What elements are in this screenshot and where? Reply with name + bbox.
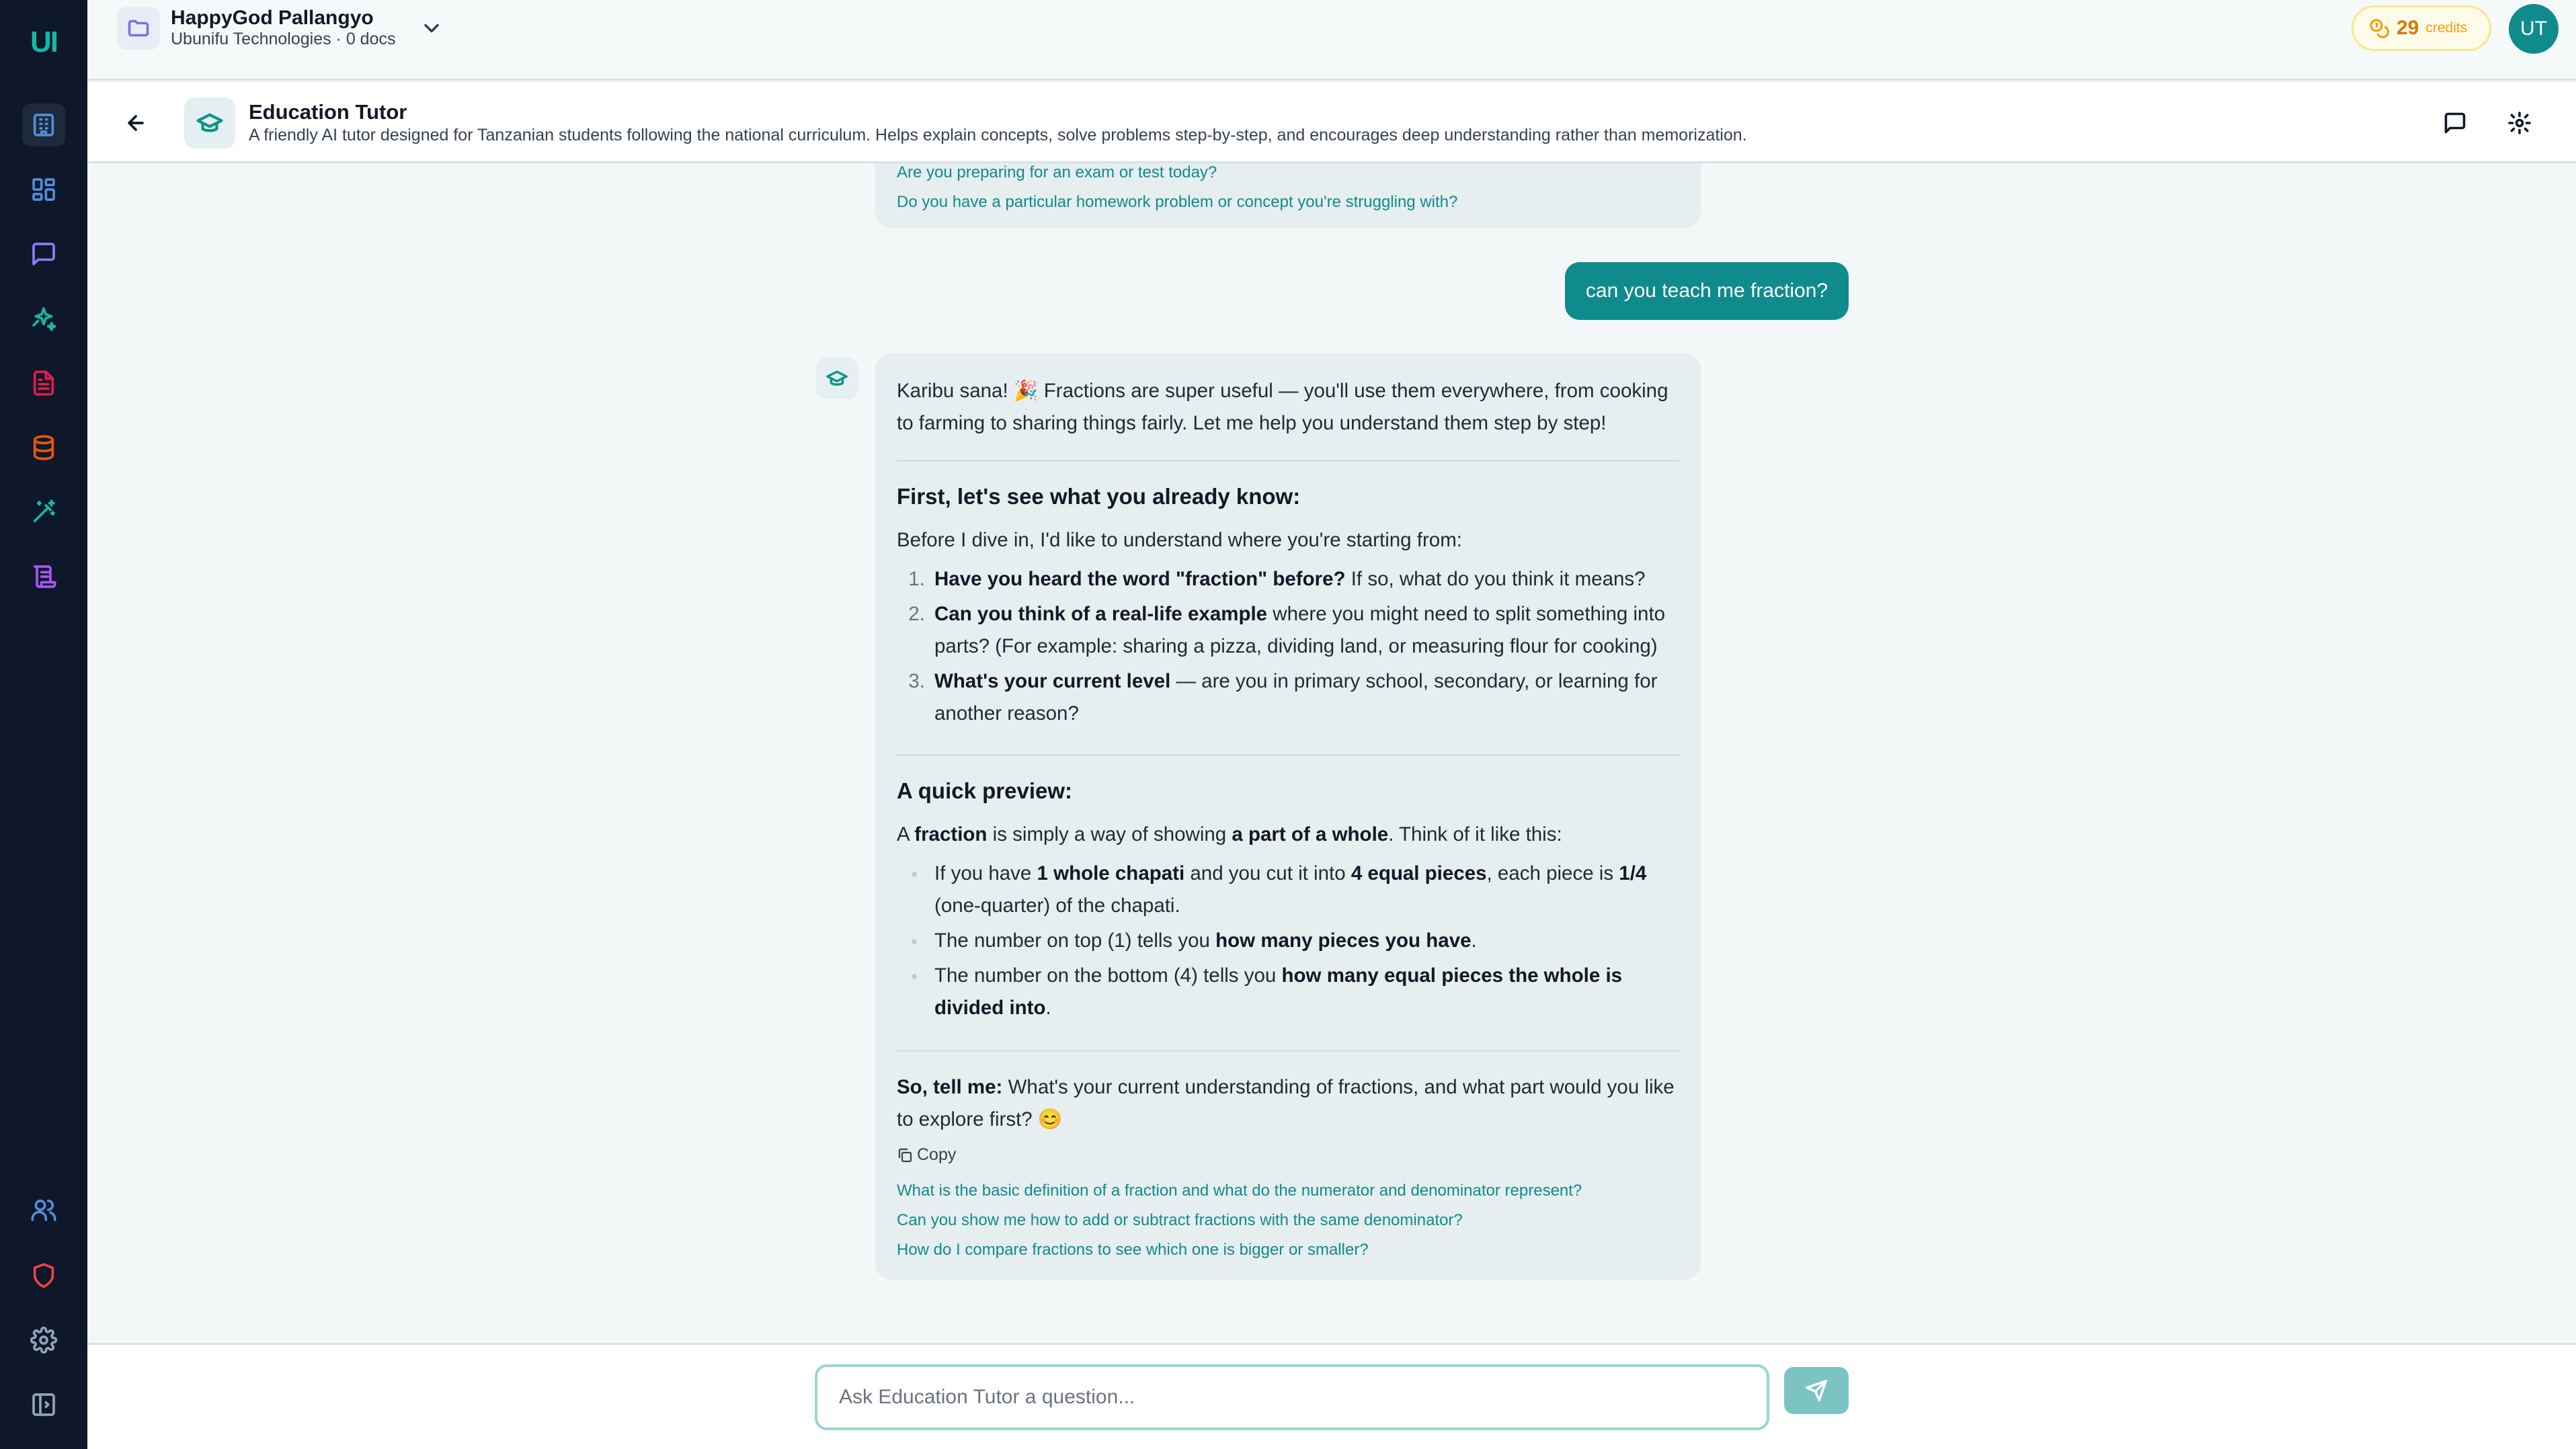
preview-text: A bbox=[897, 823, 915, 845]
list-item bbox=[897, 665, 1679, 730]
avatar[interactable]: UT bbox=[2509, 4, 2559, 54]
bullet-bold: how many pieces you have bbox=[1215, 929, 1472, 952]
bullet-item bbox=[897, 960, 1679, 1024]
bullet-text: , each piece is bbox=[1486, 862, 1619, 884]
user-message: can you teach me fraction? bbox=[1565, 262, 1849, 320]
list-number: 2. bbox=[908, 603, 925, 625]
section-lead: Before I dive in, I'd like to understand where you're starting from: bbox=[897, 529, 1462, 551]
message-square-icon bbox=[2443, 111, 2467, 135]
preview-text: is simply a way of showing bbox=[987, 823, 1232, 845]
graduation-cap-icon bbox=[184, 97, 235, 149]
bullet-text: . bbox=[1045, 997, 1051, 1019]
coins-icon bbox=[2368, 17, 2390, 39]
database-icon[interactable] bbox=[22, 426, 65, 469]
building-icon[interactable] bbox=[22, 104, 65, 147]
page-title: Education Tutor bbox=[249, 100, 407, 124]
copy-icon bbox=[897, 1147, 913, 1163]
preview-bold: fraction bbox=[914, 823, 988, 845]
credits-badge[interactable] bbox=[2351, 5, 2491, 51]
credits-value: 29 bbox=[2397, 17, 2419, 39]
users-icon[interactable] bbox=[22, 1188, 65, 1231]
shield-icon[interactable] bbox=[22, 1254, 65, 1297]
list-item bbox=[897, 563, 1679, 595]
list-item-text: where you might need to split something into parts? (For example: sharing a pizza, dividing land, or measuring flour for cooking) bbox=[934, 603, 1666, 657]
settings-icon[interactable] bbox=[22, 1319, 65, 1362]
workspace-name[interactable]: HappyGod Pallangyo bbox=[171, 7, 374, 29]
credits-label: credits bbox=[2425, 20, 2468, 36]
chat-icon[interactable] bbox=[22, 233, 65, 276]
divider bbox=[897, 460, 1679, 462]
bullet-item bbox=[897, 925, 1679, 957]
bullet-text: . bbox=[1471, 929, 1477, 952]
bullet-text: The number on top (1) tells you bbox=[934, 929, 1216, 952]
suggestion-link[interactable]: Are you preparing for an exam or test today? bbox=[897, 163, 1217, 181]
section-heading: A quick preview: bbox=[897, 778, 1073, 803]
suggestion-link[interactable]: Do you have a particular homework problem or concept you're struggling with? bbox=[897, 193, 1458, 211]
copy-button[interactable] bbox=[897, 1145, 956, 1165]
section-heading: First, let's see what you already know: bbox=[897, 484, 1301, 509]
arrow-left-icon bbox=[124, 112, 147, 134]
dashboard-icon[interactable] bbox=[22, 168, 65, 211]
sidebar bbox=[0, 0, 87, 1449]
closing-bold: So, tell me: bbox=[897, 1076, 1003, 1098]
suggestion-link[interactable]: How do I compare fractions to see which one is bigger or smaller? bbox=[897, 1241, 1369, 1259]
preview-paragraph bbox=[897, 819, 1679, 851]
top-bar bbox=[87, 0, 2576, 81]
back-button[interactable] bbox=[120, 107, 152, 139]
list-number: 1. bbox=[908, 568, 925, 590]
list-item bbox=[897, 598, 1679, 663]
new-chat-button[interactable] bbox=[2439, 107, 2471, 139]
list-item-bold: Can you think of a real-life example bbox=[934, 603, 1268, 625]
bullet-text: The number on the bottom (4) tells you bbox=[934, 964, 1282, 987]
agent-settings-button[interactable] bbox=[2503, 107, 2536, 139]
list-item-bold: Have you heard the word "fraction" before? bbox=[934, 568, 1346, 590]
assistant-intro: Karibu sana! 🎉 Fractions are super useful — you'll use them everywhere, from cooking to farming to sharing things fairly. Let me help you understand them step by step! bbox=[897, 380, 1668, 434]
document-icon[interactable] bbox=[22, 362, 65, 405]
assistant-message bbox=[875, 354, 1701, 1280]
bullet-bold: 4 equal pieces bbox=[1351, 862, 1487, 884]
list-number: 3. bbox=[908, 670, 925, 692]
gear-icon bbox=[2507, 111, 2532, 135]
chevron-down-icon[interactable] bbox=[419, 16, 444, 40]
bullet-bold: 1 whole chapati bbox=[1037, 862, 1185, 884]
list-item-text: — are you in primary school, secondary, or learning for another reason? bbox=[934, 670, 1658, 724]
bullet-item bbox=[897, 858, 1679, 922]
list-item-text: If so, what do you think it means? bbox=[1345, 568, 1646, 590]
send-button[interactable] bbox=[1784, 1367, 1849, 1414]
chat-input[interactable] bbox=[815, 1364, 1769, 1430]
graduation-cap-icon bbox=[816, 358, 858, 399]
sparkles-icon[interactable] bbox=[22, 297, 65, 340]
preview-bold: a part of a whole bbox=[1232, 823, 1389, 845]
magic-wand-icon[interactable] bbox=[22, 491, 65, 534]
agent-header bbox=[87, 83, 2576, 163]
bullet-dot bbox=[912, 974, 917, 979]
agent-description: A friendly AI tutor designed for Tanzanian students following the national curriculum. Helps explain concepts, solve problems step-by-step, and encourages deep understanding rather than memorization. bbox=[249, 126, 1747, 144]
bullet-dot bbox=[912, 939, 917, 944]
bullet-bold: how many equal pieces the whole is divided into bbox=[934, 964, 1623, 1019]
scroll-icon[interactable] bbox=[22, 555, 65, 598]
closing-text: What's your current understanding of fractions, and what part would you like to explore first? 😊 bbox=[897, 1076, 1675, 1130]
workspace-subtitle: Ubunifu Technologies · 0 docs bbox=[171, 30, 396, 48]
list-item-bold: What's your current level bbox=[934, 670, 1171, 692]
app-logo[interactable]: UI bbox=[30, 26, 57, 58]
closing-paragraph bbox=[897, 1071, 1679, 1136]
bullet-text: If you have bbox=[934, 862, 1037, 884]
copy-label: Copy bbox=[917, 1145, 957, 1164]
bullet-dot bbox=[912, 872, 917, 877]
bullet-text: (one-quarter) of the chapati. bbox=[934, 895, 1180, 917]
collapse-sidebar-icon[interactable] bbox=[22, 1383, 65, 1426]
preview-text: . Think of it like this: bbox=[1388, 823, 1562, 845]
send-icon bbox=[1805, 1379, 1828, 1402]
suggestion-link[interactable]: What is the basic definition of a fraction and what do the numerator and denominator represent? bbox=[897, 1182, 1582, 1200]
divider bbox=[897, 1050, 1679, 1052]
bullet-bold: 1/4 bbox=[1619, 862, 1647, 884]
suggestion-link[interactable]: Can you show me how to add or subtract fractions with the same denominator? bbox=[897, 1211, 1463, 1229]
divider bbox=[897, 754, 1679, 756]
previous-message-bubble bbox=[875, 163, 1701, 228]
folder-icon[interactable] bbox=[117, 7, 160, 50]
bullet-text: and you cut it into bbox=[1184, 862, 1351, 884]
